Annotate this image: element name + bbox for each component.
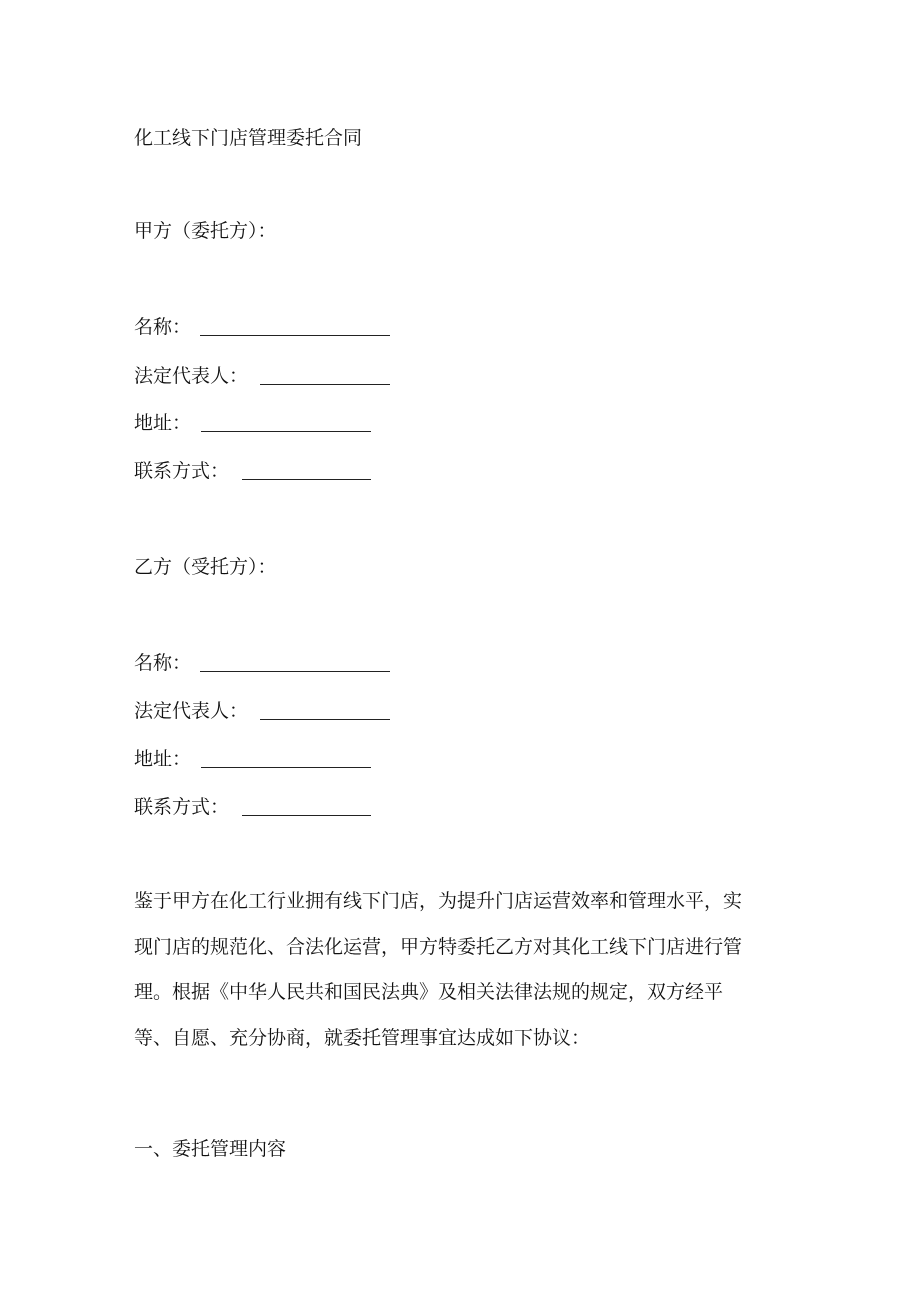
party-b-name-row (134, 651, 394, 677)
party-b-heading: 乙方（受托方）： (134, 556, 277, 578)
party-a-contact-row (134, 459, 394, 485)
party-a-address-label: 地址： (134, 412, 192, 434)
party-b-address-blank[interactable] (201, 767, 371, 768)
party-b-contact-label: 联系方式： (134, 796, 230, 818)
party-a-address-blank[interactable] (201, 431, 371, 432)
party-a-legal-rep-label: 法定代表人： (134, 365, 249, 387)
preamble-line: 现门店的规范化、合法化运营，甲方特委托乙方对其化工线下门店进行管 (134, 935, 743, 958)
party-b-legal-rep-blank[interactable] (260, 719, 390, 720)
party-b-contact-row (134, 795, 394, 821)
party-a-heading: 甲方（委托方）： (134, 220, 277, 242)
party-b-contact-blank[interactable] (242, 815, 371, 816)
preamble-line: 鉴于甲方在化工行业拥有线下门店，为提升门店运营效率和管理水平，实 (134, 890, 743, 912)
document-title: 化工线下门店管理委托合同 (134, 127, 363, 149)
party-a-legal-rep-row (134, 364, 394, 390)
party-a-name-row (134, 315, 394, 341)
preamble-line: 理。根据《中华人民共和国民法典》及相关法律法规的规定，双方经平 (134, 981, 724, 1003)
preamble-paragraph (134, 879, 784, 1061)
party-b-legal-rep-label: 法定代表人： (134, 700, 249, 722)
party-b-address-row (134, 747, 394, 773)
party-b-name-label: 名称： (134, 652, 192, 674)
party-b-name-blank[interactable] (200, 671, 390, 672)
party-a-address-row (134, 411, 394, 437)
party-b-address-label: 地址： (134, 748, 192, 770)
preamble-line: 等、自愿、充分协商，就委托管理事宜达成如下协议： (134, 1026, 591, 1049)
party-a-contact-blank[interactable] (242, 479, 371, 480)
party-a-name-label: 名称： (134, 316, 192, 338)
section-1-heading: 一、委托管理内容 (134, 1138, 287, 1160)
party-a-contact-label: 联系方式： (134, 460, 230, 482)
party-a-legal-rep-blank[interactable] (260, 384, 390, 385)
party-b-legal-rep-row (134, 699, 394, 725)
party-a-name-blank[interactable] (200, 335, 390, 336)
